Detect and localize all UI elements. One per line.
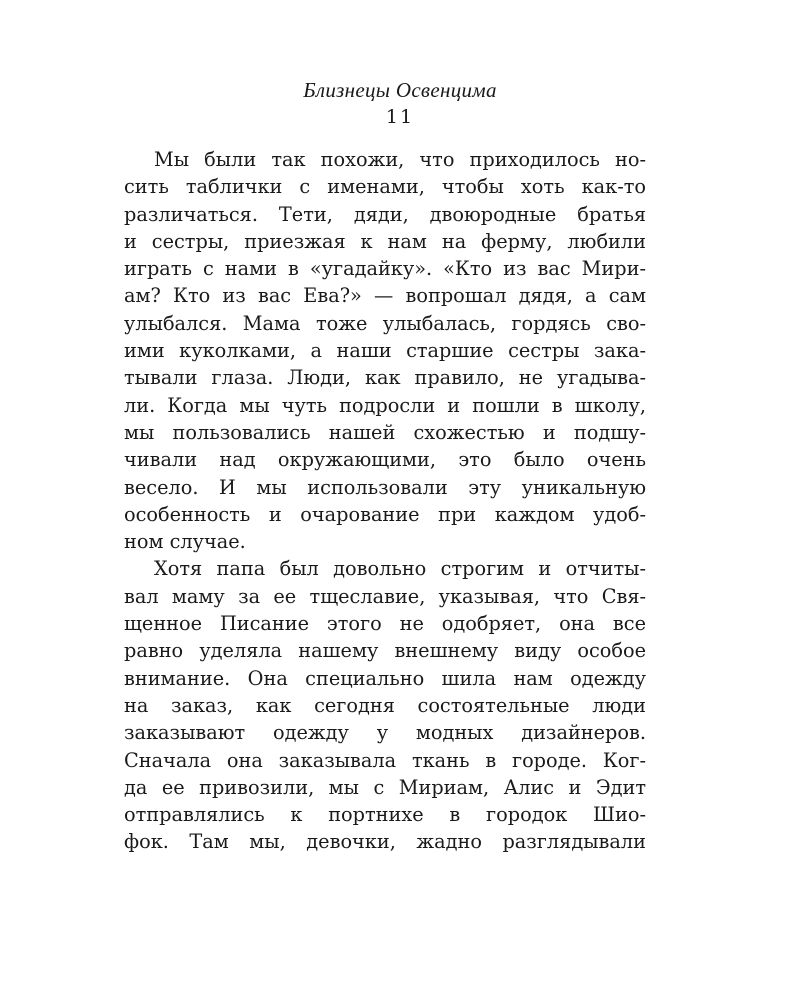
text-line: фок. Там мы, девочки, жадно разглядывали <box>124 830 646 854</box>
running-header-title: Близнецы Освенцима <box>303 78 497 102</box>
page-number: 11 <box>385 106 415 128</box>
text-line: тывали глаза. Люди, как правило, не угадыва- <box>124 366 646 390</box>
text-line: Мы были так похожи, что приходилось но- <box>154 148 646 171</box>
text-line: равно уделяла нашему внешнему виду особое <box>124 639 646 663</box>
text-line: ном случае. <box>124 530 246 554</box>
text-line: щенное Писание этого не одобряет, она все <box>124 612 646 636</box>
text-line: сить таблички с именами, чтобы хоть как-то <box>124 175 646 199</box>
paragraph-2 <box>124 555 646 855</box>
text-line: особенность и очарование при каждом удоб- <box>124 502 646 526</box>
text-line: мы пользовались нашей схожестью и подшу- <box>124 420 646 444</box>
text-line: ам? Кто из вас Ева?» — вопрошал дядя, а сам <box>124 284 646 308</box>
text-line: да ее привозили, мы с Мириам, Алис и Эдит <box>124 775 646 799</box>
text-line: чивали над окружающими, это было очень <box>124 448 646 472</box>
text-line: на заказ, как сегодня состоятельные люди <box>124 693 646 717</box>
text-line: различаться. Тети, дяди, двоюродные братья <box>124 202 646 226</box>
text-line: Хотя папа был довольно строгим и отчиты- <box>154 557 646 581</box>
text-line: ли. Когда мы чуть подросли и пошли в школу, <box>124 393 646 417</box>
text-line: Сначала она заказывала ткань в городе. Ког- <box>124 748 646 772</box>
text-line: заказывают одежду у модных дизайнеров. <box>124 721 646 745</box>
text-line: вал маму за ее тщеславие, указывая, что Свя- <box>124 584 646 608</box>
paragraph-1 <box>124 146 646 555</box>
text-line: играть с нами в «угадайку». «Кто из вас Мири- <box>124 257 646 281</box>
text-line: внимание. Она специально шила нам одежду <box>124 666 646 690</box>
text-line: и сестры, приезжая к нам на ферму, любили <box>124 229 646 253</box>
body-text <box>124 146 646 856</box>
text-line: отправлялись к портнихе в городок Шио- <box>124 803 646 827</box>
text-line: весело. И мы использовали эту уникальную <box>124 475 646 499</box>
text-line: ими куколками, а наши старшие сестры зака- <box>124 339 646 363</box>
text-line: улыбался. Мама тоже улыбалась, гордясь сво- <box>124 311 646 335</box>
